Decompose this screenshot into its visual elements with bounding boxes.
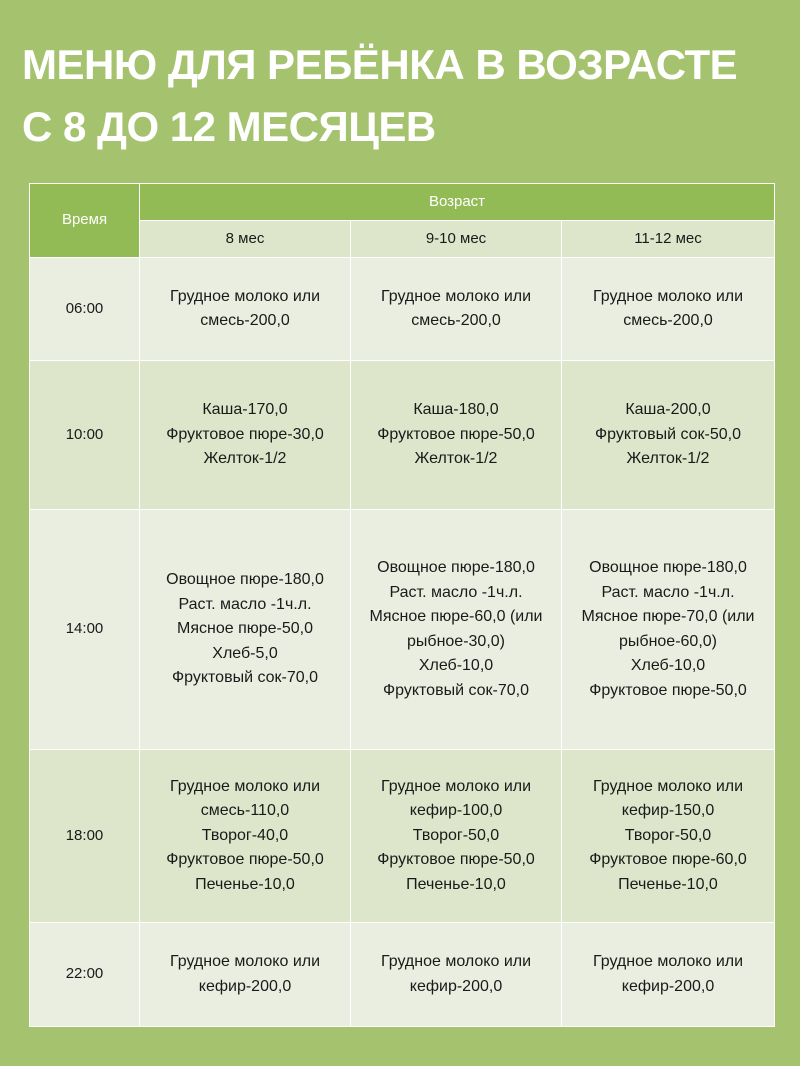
menu-cell-line: Хлеб-5,0 [212, 644, 278, 662]
menu-cell-line: смесь-200,0 [411, 312, 501, 329]
menu-cell-line: Фруктовый сок-70,0 [382, 681, 530, 699]
menu-cell-line: Грудное молоко или [592, 287, 744, 305]
time-column-header: Время [30, 184, 140, 258]
menu-cell-line: Овощное пюре-180,0 [377, 559, 535, 576]
menu-cell-line: рыбное-60,0) [619, 632, 717, 650]
menu-cell-line: Грудное молоко или [169, 953, 321, 970]
menu-cell-line: Желток-1/2 [626, 450, 710, 468]
menu-cell-line: Мясное пюре-70,0 (или [581, 608, 755, 625]
menu-cell-line: Овощное пюре-180,0 [166, 571, 324, 589]
menu-cell [562, 510, 775, 750]
menu-cell-line: Раст. масло -1ч.л. [178, 595, 312, 613]
menu-cell-line: Грудное молоко или [380, 777, 532, 795]
menu-cell-line: Печенье-10,0 [406, 875, 506, 893]
menu-cell-line: Каша-180,0 [413, 401, 499, 419]
menu-cell [140, 258, 351, 361]
menu-cell-line: кефир-150,0 [621, 802, 715, 820]
menu-cell-line: Печенье-10,0 [195, 875, 295, 893]
menu-cell-line: Грудное молоко или [380, 953, 532, 970]
menu-cell-line: Творог-40,0 [201, 826, 289, 844]
menu-cell [562, 923, 775, 1027]
menu-cell-line: Каша-170,0 [202, 401, 288, 419]
menu-cell [562, 258, 775, 361]
page-title-line-1: МЕНЮ ДЛЯ РЕБЁНКА В ВОЗРАСТЕ [22, 41, 738, 88]
menu-cell-line: кефир-100,0 [409, 802, 503, 820]
menu-cell-line: Желток-1/2 [414, 450, 498, 468]
menu-cell-line: рыбное-30,0) [407, 632, 505, 650]
menu-cell-line: кефир-200,0 [621, 977, 715, 995]
table-row [30, 258, 775, 361]
menu-cell [562, 750, 775, 923]
menu-cell-line: Раст. масло -1ч.л. [389, 583, 523, 601]
page-title-line-2: С 8 ДО 12 МЕСЯЦЕВ [22, 103, 436, 150]
menu-cell-line: Желток-1/2 [203, 450, 287, 468]
menu-cell-line: Фруктовое пюре-50,0 [166, 851, 324, 869]
age-column-header: Возраст [140, 184, 775, 221]
menu-cell-line: Раст. масло -1ч.л. [601, 583, 735, 601]
menu-cell [562, 361, 775, 510]
menu-cell-line: Творог-50,0 [412, 826, 500, 844]
time-cell: 18:00 [30, 750, 140, 923]
menu-cell-line: Фруктовый сок-70,0 [171, 669, 319, 687]
menu-cell-line: Хлеб-10,0 [630, 657, 706, 674]
menu-cell-line: Печенье-10,0 [618, 875, 718, 893]
menu-cell-line: Фруктовое пюре-50,0 [377, 425, 535, 443]
menu-cell-line: кефир-200,0 [198, 977, 292, 995]
menu-cell-line: Грудное молоко или [380, 287, 532, 305]
menu-cell [140, 510, 351, 750]
menu-cell [351, 361, 562, 510]
menu-cell [140, 361, 351, 510]
menu-cell-line: Мясное пюре-50,0 [177, 620, 313, 638]
menu-cell-line: Фруктовое пюре-60,0 [589, 851, 747, 869]
menu-cell-line: Мясное пюре-60,0 (или [369, 608, 543, 625]
menu-cell-line: Грудное молоко или [169, 777, 321, 795]
menu-cell-line: Грудное молоко или [592, 777, 744, 795]
table-row [30, 510, 775, 750]
age-9-10-header: 9-10 мес [351, 221, 562, 258]
table-row [30, 750, 775, 923]
page-title [22, 34, 792, 158]
menu-cell-line: Хлеб-10,0 [418, 657, 494, 674]
menu-cell-line: Грудное молоко или [169, 287, 321, 305]
menu-cell [140, 750, 351, 923]
menu-cell-line: Фруктовое пюре-30,0 [166, 425, 324, 443]
menu-cell-line: Фруктовый сок-50,0 [594, 425, 742, 443]
menu-cell-line: Фруктовое пюре-50,0 [377, 851, 535, 869]
menu-table [29, 183, 775, 1027]
time-cell: 14:00 [30, 510, 140, 750]
menu-cell-line: Каша-200,0 [625, 401, 711, 419]
age-8-header: 8 мес [140, 221, 351, 258]
menu-cell [351, 750, 562, 923]
menu-cell [351, 923, 562, 1027]
menu-cell [351, 258, 562, 361]
table-row [30, 361, 775, 510]
menu-cell-line: Овощное пюре-180,0 [589, 559, 747, 576]
table-row [30, 923, 775, 1027]
age-11-12-header: 11-12 мес [562, 221, 775, 258]
menu-cell-line: Творог-50,0 [624, 826, 712, 844]
time-cell: 10:00 [30, 361, 140, 510]
table-body [30, 258, 775, 1027]
time-cell: 06:00 [30, 258, 140, 361]
menu-cell-line: смесь-110,0 [200, 802, 290, 820]
menu-cell-line: смесь-200,0 [623, 312, 713, 329]
time-cell: 22:00 [30, 923, 140, 1027]
menu-cell [351, 510, 562, 750]
menu-cell-line: Грудное молоко или [592, 953, 744, 970]
menu-cell-line: смесь-200,0 [200, 312, 290, 329]
menu-cell-line: кефир-200,0 [409, 977, 503, 995]
menu-cell [140, 923, 351, 1027]
menu-table-container [29, 183, 774, 1025]
menu-cell-line: Фруктовое пюре-50,0 [589, 681, 747, 699]
